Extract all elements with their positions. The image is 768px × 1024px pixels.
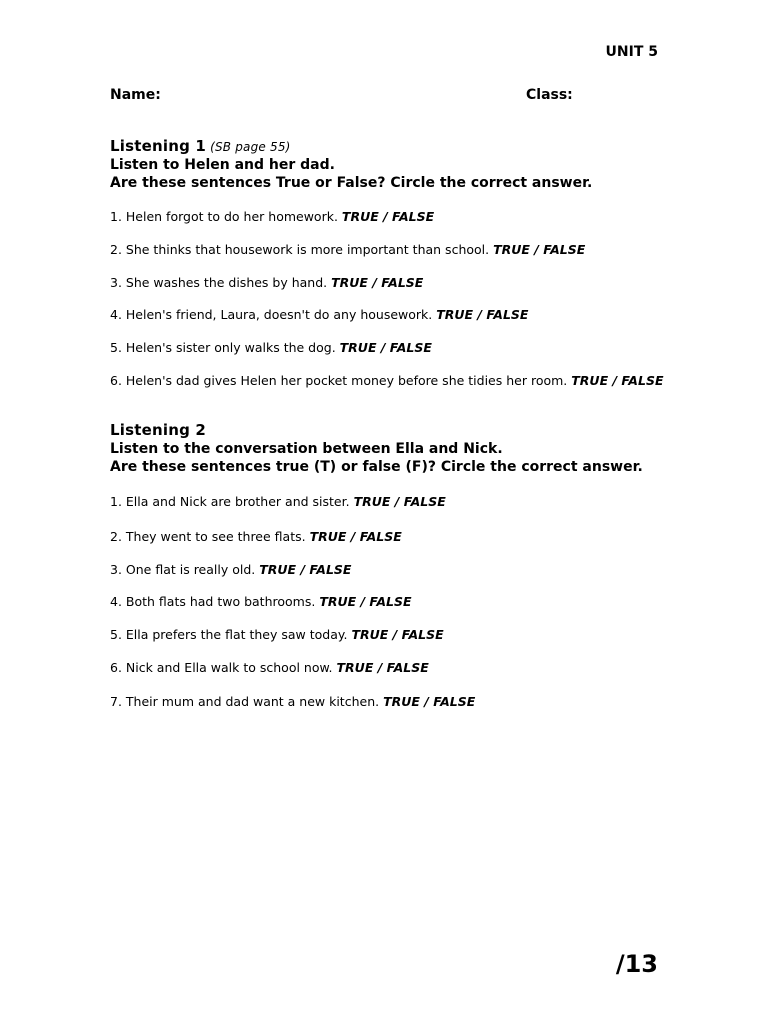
item-text: 2. They went to see three flats. — [110, 529, 306, 544]
true-false-choice[interactable]: TRUE / FALSE — [493, 242, 586, 257]
listening1-title: Listening 1 — [110, 137, 207, 155]
listening2-item — [110, 494, 446, 509]
listening1-ref: (SB page 55) — [210, 140, 291, 154]
item-text: 6. Helen's dad gives Helen her pocket money before she tidies her room. — [110, 373, 568, 388]
listening1-item — [110, 340, 432, 355]
item-text: 1. Helen forgot to do her homework. — [110, 209, 338, 224]
item-text: 1. Ella and Nick are brother and sister. — [110, 494, 350, 509]
item-text: 5. Ella prefers the flat they saw today. — [110, 627, 348, 642]
true-false-choice[interactable]: TRUE / FALSE — [309, 529, 402, 544]
true-false-choice[interactable]: TRUE / FALSE — [331, 275, 424, 290]
class-label: Class: — [526, 87, 573, 103]
true-false-choice[interactable]: TRUE / FALSE — [436, 307, 529, 322]
listening2-item — [110, 529, 402, 544]
item-text: 4. Helen's friend, Laura, doesn't do any housework. — [110, 307, 433, 322]
listening2-instruction-1: Listen to the conversation between Ella and Nick. — [110, 441, 503, 457]
true-false-choice[interactable]: TRUE / FALSE — [351, 627, 444, 642]
listening1-instruction-2: Are these sentences True or False? Circle the correct answer. — [110, 175, 593, 191]
listening1-instruction-1: Listen to Helen and her dad. — [110, 157, 335, 173]
item-text: 5. Helen's sister only walks the dog. — [110, 340, 336, 355]
true-false-choice[interactable]: TRUE / FALSE — [571, 373, 664, 388]
true-false-choice[interactable]: TRUE / FALSE — [341, 209, 435, 224]
true-false-choice[interactable]: TRUE / FALSE — [259, 562, 352, 577]
item-text: 3. She washes the dishes by hand. — [110, 275, 328, 290]
listening2-item — [110, 660, 429, 675]
listening1-item — [110, 242, 585, 257]
listening1-item — [110, 307, 528, 322]
true-false-choice[interactable]: TRUE / FALSE — [339, 340, 432, 355]
listening1-item — [110, 275, 423, 290]
true-false-choice[interactable]: TRUE / FALSE — [353, 494, 446, 509]
listening2-item — [110, 594, 412, 609]
listening1-item — [110, 373, 663, 388]
item-text: 7. Their mum and dad want a new kitchen. — [110, 694, 380, 709]
listening2-item — [110, 627, 444, 642]
true-false-choice[interactable]: TRUE / FALSE — [319, 594, 412, 609]
item-text: 3. One flat is really old. — [110, 562, 256, 577]
listening2-item — [110, 694, 475, 709]
true-false-choice[interactable]: TRUE / FALSE — [383, 694, 476, 709]
item-text: 6. Nick and Ella walk to school now. — [110, 660, 333, 675]
listening1-heading — [110, 137, 291, 155]
total-score: /13 — [615, 950, 658, 978]
name-label: Name: — [110, 87, 161, 103]
listening2-item — [110, 562, 351, 577]
listening1-item — [110, 209, 434, 224]
listening2-title: Listening 2 — [110, 421, 207, 439]
listening2-heading — [110, 421, 206, 439]
item-text: 2. She thinks that housework is more important than school. — [110, 242, 490, 257]
true-false-choice[interactable]: TRUE / FALSE — [336, 660, 429, 675]
item-text: 4. Both flats had two bathrooms. — [110, 594, 316, 609]
unit-label: UNIT 5 — [605, 44, 658, 60]
listening2-instruction-2: Are these sentences true (T) or false (F)? Circle the correct answer. — [110, 459, 643, 475]
